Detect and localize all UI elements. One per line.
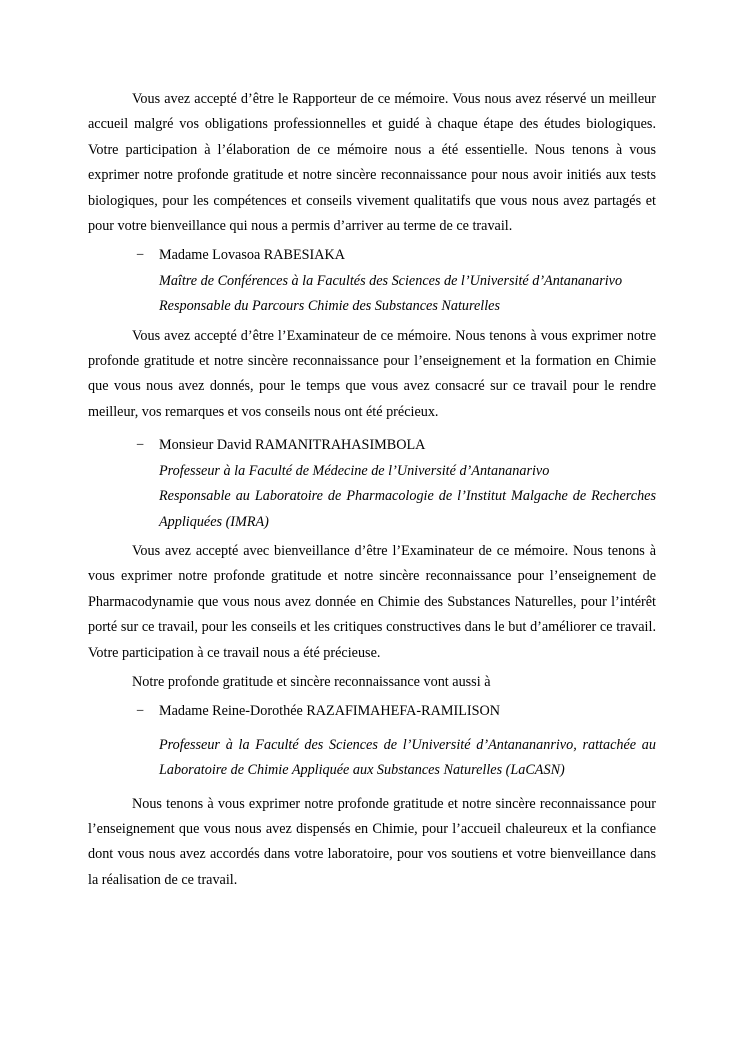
dash-bullet: − [136,437,145,454]
person-name: Madame Reine-Dorothée RAZAFIMAHEFA-RAMILISON [159,703,500,720]
person-role: Professeur à la Faculté de Médecine de l’Université d’Antananarivo [159,462,550,479]
dash-bullet: − [136,703,145,720]
paragraph-rapporteur: Vous avez accepté d’être le Rapporteur de ce mémoire. Vous nous avez réservé un meilleur accueil malgré vos obligations professionnelles et guidé à chaque étape des études biologiques. Votre participation à l’élaboration de ce mémoire nous a été essentielle. Nous tenons à vous exprimer notre profonde gratitude et notre sincère reconnaissance pour nous avoir initiés aux tests biologiques, pour les compétences et conseils vivement qualitatifs que vous nous avez partagés et pour votre bienveillance qui nous a permis d’arriver au terme de ce travail. [88,91,656,235]
person-block-ramanitrahasimbola [136,433,656,535]
paragraph-closing: Nous tenons à vous exprimer notre profonde gratitude et notre sincère reconnaissance pour l’enseignement que vous nous avez dispensés en Chimie, pour l’accueil chaleureux et la confiance dont vous nous avez accordés dans votre laboratoire, pour vos soutiens et votre bienveillance dans la réalisation de ce travail. [88,795,656,888]
paragraph-examinateur-2: Vous avez accepté avec bienveillance d’être l’Examinateur de ce mémoire. Nous tenons à vous exprimer notre profonde gratitude et notre sincère reconnaissance pour l’enseignement de Pharmacodynamie que vous nous avez donnée en Chimie des Substances Naturelles, pour l’intérêt porté sur ce travail, pour les conseils et les critiques constructives dans le but d’améliorer ce travail. Votre participation à ce travail nous a été précieuse. [88,542,656,661]
paragraph-gratitude-intro: Notre profonde gratitude et sincère reconnaissance vont aussi à [132,673,491,690]
person-block-rabesiaka [136,243,656,319]
paragraph-examinateur-1: Vous avez accepté d’être l’Examinateur de ce mémoire. Nous tenons à vous exprimer notre profonde gratitude et notre sincère reconnaissance pour l’enseignement et la formation en Chimie que vous nous avez donnés, pour le temps que vous avez consacré sur ce travail pour le rendre meilleur, vos remarques et vos conseils nous ont été précieux. [88,327,656,420]
document-page [88,87,656,893]
person-role: Responsable au Laboratoire de Pharmacologie de l’Institut Malgache de Recherches Appliquées (IMRA) [159,488,656,530]
person-name: Monsieur David RAMANITRAHASIMBOLA [159,437,426,454]
person-role: Professeur à la Faculté des Sciences de l’Université d’Antanananrivo, rattachée au Laboratoire de Chimie Appliquée aux Substances Naturelles (LaCASN) [159,736,656,779]
person-block-razafimahefa [136,699,656,783]
person-role: Maître de Conférences à la Facultés des Sciences de l’Université d’Antananarivo [159,272,623,289]
person-role: Responsable du Parcours Chimie des Substances Naturelles [159,298,500,315]
dash-bullet: − [136,247,145,264]
person-name: Madame Lovasoa RABESIAKA [159,247,345,264]
